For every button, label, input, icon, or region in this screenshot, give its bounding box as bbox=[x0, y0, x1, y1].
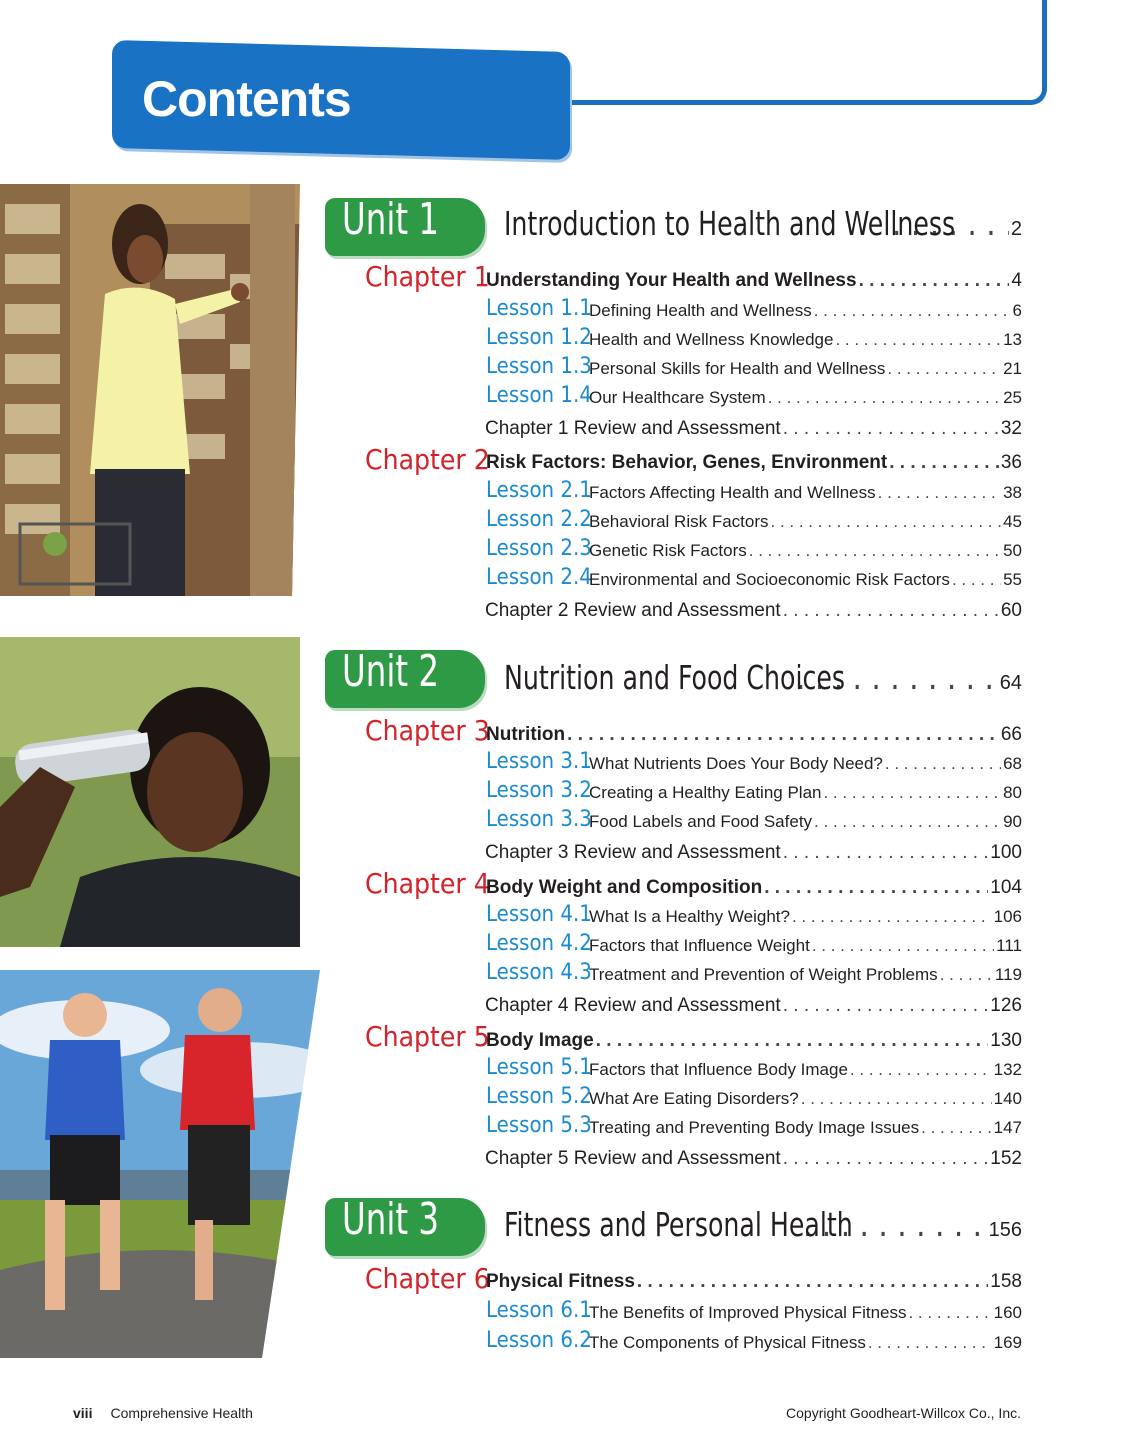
chapter-3-title: Nutrition bbox=[486, 724, 566, 745]
lesson-1-2-entry[interactable]: Health and Wellness Knowledge . . . 13 bbox=[589, 330, 1022, 350]
chapter-3-entry[interactable]: Nutrition . . . 66 bbox=[486, 724, 1022, 746]
lesson-5-3-entry[interactable]: Treating and Preventing Body Image Issues . . . 147 bbox=[589, 1118, 1022, 1138]
lesson-3-2-entry[interactable]: Creating a Healthy Eating Plan . . . 80 bbox=[589, 783, 1022, 803]
unit-2-entry[interactable] bbox=[504, 658, 1022, 697]
lesson-6-1-entry[interactable]: The Benefits of Improved Physical Fitness . . . 160 bbox=[589, 1303, 1022, 1323]
lesson-2-3-entry[interactable]: Genetic Risk Factors . . . 50 bbox=[589, 541, 1022, 561]
lesson-3-3-label: Lesson 3.3 bbox=[486, 807, 592, 832]
chapter-2-review-entry[interactable]: Chapter 2 Review and Assessment . . . 60 bbox=[485, 600, 1022, 622]
chapter-1-label: Chapter 1 bbox=[365, 260, 490, 293]
lesson-5-2-entry[interactable]: What Are Eating Disorders? . . . 140 bbox=[589, 1089, 1022, 1109]
unit-3-label: Unit 3 bbox=[342, 1194, 440, 1245]
chapter-5-title: Body Image bbox=[486, 1030, 594, 1051]
lesson-4-2-label: Lesson 4.2 bbox=[486, 931, 592, 956]
lesson-5-3-label: Lesson 5.3 bbox=[486, 1113, 592, 1138]
copyright: Copyright Goodheart-Willcox Co., Inc. bbox=[786, 1405, 1021, 1421]
lesson-1-1-label: Lesson 1.1 bbox=[486, 296, 592, 321]
lesson-4-1-entry[interactable]: What Is a Healthy Weight? . . . 106 bbox=[589, 907, 1022, 927]
chapter-4-review-entry[interactable]: Chapter 4 Review and Assessment . . . 126 bbox=[485, 995, 1022, 1017]
chapter-2-entry[interactable]: Risk Factors: Behavior, Genes, Environment . . . 36 bbox=[486, 452, 1022, 474]
chapter-2-label: Chapter 2 bbox=[365, 443, 490, 476]
chapter-3-review-entry[interactable]: Chapter 3 Review and Assessment . . . 100 bbox=[485, 842, 1022, 864]
unit-2-label: Unit 2 bbox=[342, 646, 440, 697]
lesson-2-4-entry[interactable]: Environmental and Socioeconomic Risk Factors . . . 55 bbox=[589, 570, 1022, 590]
lesson-6-2-entry[interactable]: The Components of Physical Fitness . . . 169 bbox=[589, 1333, 1022, 1353]
photo-running-women bbox=[0, 970, 320, 1358]
chapter-5-label: Chapter 5 bbox=[365, 1020, 490, 1053]
chapter-4-title: Body Weight and Composition bbox=[486, 877, 763, 898]
chapter-1-title: Understanding Your Health and Wellness bbox=[486, 270, 857, 291]
photo-drinking-water bbox=[0, 637, 300, 947]
lesson-2-3-label: Lesson 2.3 bbox=[486, 536, 592, 561]
lesson-5-1-entry[interactable]: Factors that Influence Body Image . . . 132 bbox=[589, 1060, 1022, 1080]
book-title: Comprehensive Health bbox=[110, 1405, 253, 1421]
lesson-3-1-label: Lesson 3.1 bbox=[486, 749, 592, 774]
lesson-2-1-label: Lesson 2.1 bbox=[486, 478, 592, 503]
unit-1-page: 2 bbox=[1010, 218, 1022, 240]
lesson-1-4-entry[interactable]: Our Healthcare System . . . 25 bbox=[589, 388, 1022, 408]
lesson-4-3-label: Lesson 4.3 bbox=[486, 960, 592, 985]
chapter-6-entry[interactable]: Physical Fitness . . . 158 bbox=[486, 1271, 1022, 1293]
lesson-6-2-label: Lesson 6.2 bbox=[486, 1328, 592, 1353]
unit-3-page: 156 bbox=[988, 1219, 1022, 1241]
lesson-2-1-entry[interactable]: Factors Affecting Health and Wellness . . . 38 bbox=[589, 483, 1022, 503]
unit-3-entry[interactable] bbox=[504, 1205, 1022, 1244]
page-number: viii bbox=[73, 1405, 93, 1421]
chapter-5-review-entry[interactable]: Chapter 5 Review and Assessment . . . 152 bbox=[485, 1148, 1022, 1170]
lesson-2-2-entry[interactable]: Behavioral Risk Factors . . . 45 bbox=[589, 512, 1022, 532]
unit-2-page: 64 bbox=[999, 672, 1022, 694]
photo-grocery-store bbox=[0, 184, 300, 596]
header-frame bbox=[560, 0, 1047, 105]
lesson-1-4-label: Lesson 1.4 bbox=[486, 383, 592, 408]
chapter-3-label: Chapter 3 bbox=[365, 714, 490, 747]
chapter-4-label: Chapter 4 bbox=[365, 867, 490, 900]
lesson-3-1-entry[interactable]: What Nutrients Does Your Body Need? . . . 68 bbox=[589, 754, 1022, 774]
chapter-5-entry[interactable]: Body Image . . . 130 bbox=[486, 1030, 1022, 1052]
chapter-2-title: Risk Factors: Behavior, Genes, Environment bbox=[486, 452, 888, 473]
footer-left bbox=[73, 1405, 253, 1421]
lesson-2-4-label: Lesson 2.4 bbox=[486, 565, 592, 590]
chapter-4-entry[interactable]: Body Weight and Composition . . . 104 bbox=[486, 877, 1022, 899]
unit-1-entry[interactable] bbox=[504, 204, 1022, 243]
chapter-6-label: Chapter 6 bbox=[365, 1262, 490, 1295]
lesson-2-2-label: Lesson 2.2 bbox=[486, 507, 592, 532]
lesson-6-1-label: Lesson 6.1 bbox=[486, 1298, 592, 1323]
lesson-3-2-label: Lesson 3.2 bbox=[486, 778, 592, 803]
lesson-4-1-label: Lesson 4.1 bbox=[486, 902, 592, 927]
unit-1-label: Unit 1 bbox=[342, 194, 440, 245]
lesson-4-3-entry[interactable]: Treatment and Prevention of Weight Problems . . . 119 bbox=[589, 965, 1022, 985]
chapter-1-review-entry[interactable]: Chapter 1 Review and Assessment . . . 32 bbox=[485, 418, 1022, 440]
chapter-6-title: Physical Fitness bbox=[486, 1271, 635, 1292]
unit-1-title: Introduction to Health and Wellness bbox=[504, 204, 956, 243]
lesson-4-2-entry[interactable]: Factors that Influence Weight . . . 111 bbox=[589, 936, 1022, 956]
unit-2-title: Nutrition and Food Choices bbox=[504, 658, 846, 697]
lesson-5-2-label: Lesson 5.2 bbox=[486, 1084, 592, 1109]
unit-3-title: Fitness and Personal Health bbox=[504, 1205, 853, 1244]
lesson-1-1-entry[interactable]: Defining Health and Wellness . . . 6 bbox=[589, 301, 1022, 321]
lesson-5-1-label: Lesson 5.1 bbox=[486, 1055, 592, 1080]
lesson-3-3-entry[interactable]: Food Labels and Food Safety . . . 90 bbox=[589, 812, 1022, 832]
chapter-1-entry[interactable]: Understanding Your Health and Wellness . . . 4 bbox=[486, 270, 1022, 292]
page-title: Contents bbox=[142, 71, 351, 127]
lesson-1-3-entry[interactable]: Personal Skills for Health and Wellness . . . 21 bbox=[589, 359, 1022, 379]
lesson-1-3-label: Lesson 1.3 bbox=[486, 354, 592, 379]
lesson-1-2-label: Lesson 1.2 bbox=[486, 325, 592, 350]
